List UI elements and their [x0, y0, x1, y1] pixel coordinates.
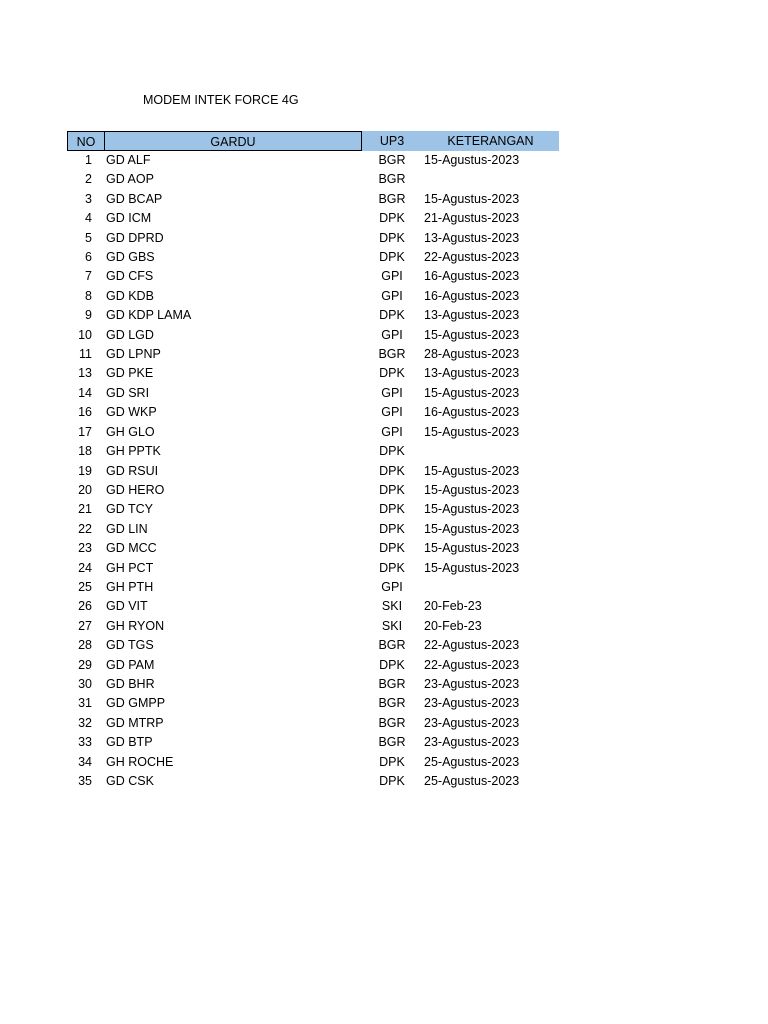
header-gardu: GARDU [104, 131, 362, 151]
cell-gardu: GD PAM [106, 657, 155, 672]
cell-up3: DPK [379, 366, 405, 381]
cell-keterangan: 23-Agustus-2023 [424, 696, 520, 711]
cell-no: 7 [85, 269, 92, 284]
cell-up3: GPI [381, 579, 403, 594]
cell-keterangan [424, 578, 559, 597]
cell-keterangan: 15-Agustus-2023 [424, 521, 520, 536]
cell-up3: GPI [381, 269, 403, 284]
table-row [67, 345, 559, 364]
table-row [67, 597, 559, 616]
cell-keterangan: 28-Agustus-2023 [424, 347, 520, 362]
cell-no: 20 [78, 482, 92, 497]
cell-gardu: GH GLO [106, 424, 155, 439]
cell-up3: DPK [379, 502, 405, 517]
cell-no: 9 [85, 308, 92, 323]
cell-no: 32 [78, 715, 92, 730]
cell-gardu: GD SRI [106, 385, 150, 400]
cell-no: 1 [85, 153, 92, 167]
cell-keterangan: 23-Agustus-2023 [424, 676, 520, 691]
cell-up3: BGR [378, 676, 406, 691]
table-row [67, 248, 559, 267]
cell-keterangan: 15-Agustus-2023 [424, 191, 520, 206]
cell-up3: DPK [379, 211, 405, 226]
table-row [67, 229, 559, 248]
cell-gardu: GD BTP [106, 735, 153, 750]
cell-up3: GPI [381, 385, 403, 400]
cell-gardu: GD PKE [106, 366, 154, 381]
cell-gardu: GD RSUI [106, 463, 159, 478]
cell-up3: BGR [378, 153, 406, 167]
cell-gardu: GD BHR [106, 676, 155, 691]
cell-keterangan: 22-Agustus-2023 [424, 638, 520, 653]
header-up3: UP3 [379, 134, 405, 148]
cell-gardu: GD TGS [106, 638, 154, 653]
table-header [67, 131, 559, 151]
cell-keterangan: 15-Agustus-2023 [424, 385, 520, 400]
cell-keterangan [424, 442, 559, 461]
table-row [67, 753, 559, 772]
cell-up3: DPK [379, 463, 405, 478]
cell-no: 25 [78, 579, 92, 594]
cell-keterangan: 15-Agustus-2023 [424, 327, 520, 342]
cell-no: 18 [78, 444, 92, 459]
cell-no: 10 [78, 327, 92, 342]
cell-gardu: GD DPRD [106, 230, 164, 245]
table-row [67, 772, 559, 791]
cell-up3: DPK [379, 230, 405, 245]
cell-keterangan [424, 170, 559, 189]
cell-gardu: GD KDB [106, 288, 154, 303]
cell-keterangan: 15-Agustus-2023 [424, 541, 520, 556]
cell-up3: BGR [378, 715, 406, 730]
modem-table [67, 131, 559, 791]
cell-no: 5 [85, 230, 92, 245]
cell-up3: DPK [379, 521, 405, 536]
cell-gardu: GD MCC [106, 541, 157, 556]
table-row [67, 326, 559, 345]
cell-gardu: GD LGD [106, 327, 154, 342]
cell-no: 35 [78, 774, 92, 788]
cell-keterangan: 15-Agustus-2023 [424, 153, 520, 167]
cell-up3: DPK [379, 444, 405, 459]
cell-gardu: GD HERO [106, 482, 165, 497]
cell-no: 8 [85, 288, 92, 303]
table-row [67, 287, 559, 306]
cell-gardu: GH PTH [106, 579, 154, 594]
cell-no: 22 [78, 521, 92, 536]
table-row [67, 539, 559, 558]
cell-up3: BGR [378, 638, 406, 653]
table-row [67, 384, 559, 403]
cell-gardu: GD CSK [106, 774, 154, 788]
cell-no: 3 [85, 191, 92, 206]
cell-keterangan: 20-Feb-23 [424, 599, 482, 614]
cell-gardu: GD ALF [106, 153, 151, 167]
cell-up3: GPI [381, 327, 403, 342]
cell-no: 28 [78, 638, 92, 653]
table-row [67, 442, 559, 461]
cell-up3: SKI [381, 618, 403, 633]
cell-up3: BGR [378, 696, 406, 711]
table-row [67, 306, 559, 325]
header-no: NO [67, 131, 104, 151]
cell-keterangan: 13-Agustus-2023 [424, 366, 520, 381]
cell-up3: DPK [379, 774, 405, 788]
table-row [67, 267, 559, 286]
document-title: MODEM INTEK FORCE 4G [143, 93, 299, 107]
table-row [67, 675, 559, 694]
cell-up3: SKI [381, 599, 403, 614]
cell-no: 16 [78, 405, 92, 420]
cell-keterangan: 16-Agustus-2023 [424, 288, 520, 303]
table-row [67, 636, 559, 655]
cell-gardu: GD MTRP [106, 715, 164, 730]
cell-gardu: GD WKP [106, 405, 157, 420]
table-row [67, 209, 559, 228]
cell-up3: GPI [381, 424, 403, 439]
cell-no: 34 [78, 754, 92, 769]
cell-keterangan: 16-Agustus-2023 [424, 405, 520, 420]
cell-gardu: GD AOP [106, 172, 154, 187]
cell-up3: DPK [379, 754, 405, 769]
table-row [67, 190, 559, 209]
table-row [67, 500, 559, 519]
cell-up3: DPK [379, 308, 405, 323]
cell-up3: BGR [378, 191, 406, 206]
table-row [67, 578, 559, 597]
cell-keterangan: 25-Agustus-2023 [424, 754, 520, 769]
cell-gardu: GD LPNP [106, 347, 161, 362]
cell-up3: DPK [379, 560, 405, 575]
cell-gardu: GD CFS [106, 269, 154, 284]
cell-keterangan: 22-Agustus-2023 [424, 657, 520, 672]
table-row [67, 694, 559, 713]
cell-no: 6 [85, 250, 92, 265]
table-row [67, 481, 559, 500]
cell-keterangan: 23-Agustus-2023 [424, 715, 520, 730]
cell-up3: BGR [378, 735, 406, 750]
table-row [67, 364, 559, 383]
table-row [67, 423, 559, 442]
cell-up3: BGR [378, 347, 406, 362]
cell-no: 21 [78, 502, 92, 517]
cell-no: 31 [78, 696, 92, 711]
table-row [67, 617, 559, 636]
cell-no: 2 [85, 172, 92, 187]
cell-keterangan: 20-Feb-23 [424, 618, 482, 633]
table-row [67, 462, 559, 481]
cell-gardu: GD LIN [106, 521, 148, 536]
table-row [67, 151, 559, 170]
cell-gardu: GD KDP LAMA [106, 308, 192, 323]
table-row [67, 559, 559, 578]
cell-keterangan: 15-Agustus-2023 [424, 463, 520, 478]
cell-keterangan: 22-Agustus-2023 [424, 250, 520, 265]
table-row [67, 656, 559, 675]
cell-no: 4 [85, 211, 92, 226]
cell-gardu: GD GMPP [106, 696, 166, 711]
cell-keterangan: 21-Agustus-2023 [424, 211, 520, 226]
cell-keterangan: 25-Agustus-2023 [424, 774, 520, 788]
cell-gardu: GH PPTK [106, 444, 161, 459]
cell-no: 33 [78, 735, 92, 750]
cell-gardu: GH ROCHE [106, 754, 174, 769]
table-body [67, 151, 559, 791]
table-row [67, 733, 559, 752]
cell-no: 26 [78, 599, 92, 614]
cell-keterangan: 16-Agustus-2023 [424, 269, 520, 284]
header-keterangan: KETERANGAN [447, 134, 534, 148]
cell-keterangan: 13-Agustus-2023 [424, 230, 520, 245]
cell-gardu: GD BCAP [106, 191, 163, 206]
cell-up3: DPK [379, 482, 405, 497]
cell-keterangan: 13-Agustus-2023 [424, 308, 520, 323]
cell-up3: GPI [381, 288, 403, 303]
cell-gardu: GD GBS [106, 250, 155, 265]
table-row [67, 403, 559, 422]
cell-up3: DPK [379, 541, 405, 556]
cell-gardu: GH PCT [106, 560, 154, 575]
table-row [67, 520, 559, 539]
cell-no: 29 [78, 657, 92, 672]
cell-gardu: GD ICM [106, 211, 152, 226]
cell-no: 13 [78, 366, 92, 381]
cell-keterangan: 15-Agustus-2023 [424, 502, 520, 517]
cell-no: 27 [78, 618, 92, 633]
cell-no: 17 [78, 424, 92, 439]
cell-no: 30 [78, 676, 92, 691]
cell-up3: BGR [378, 172, 406, 187]
cell-gardu: GH RYON [106, 618, 165, 633]
cell-no: 19 [78, 463, 92, 478]
table-row [67, 170, 559, 189]
cell-no: 23 [78, 541, 92, 556]
cell-no: 11 [79, 347, 92, 362]
cell-keterangan: 15-Agustus-2023 [424, 482, 520, 497]
cell-gardu: GD VIT [106, 599, 148, 614]
cell-no: 24 [78, 560, 92, 575]
cell-gardu: GD TCY [106, 502, 153, 517]
cell-keterangan: 15-Agustus-2023 [424, 424, 520, 439]
cell-no: 14 [78, 385, 92, 400]
cell-up3: DPK [379, 657, 405, 672]
cell-up3: GPI [381, 405, 403, 420]
cell-keterangan: 15-Agustus-2023 [424, 560, 520, 575]
cell-up3: DPK [379, 250, 405, 265]
cell-keterangan: 23-Agustus-2023 [424, 735, 520, 750]
table-row [67, 714, 559, 733]
